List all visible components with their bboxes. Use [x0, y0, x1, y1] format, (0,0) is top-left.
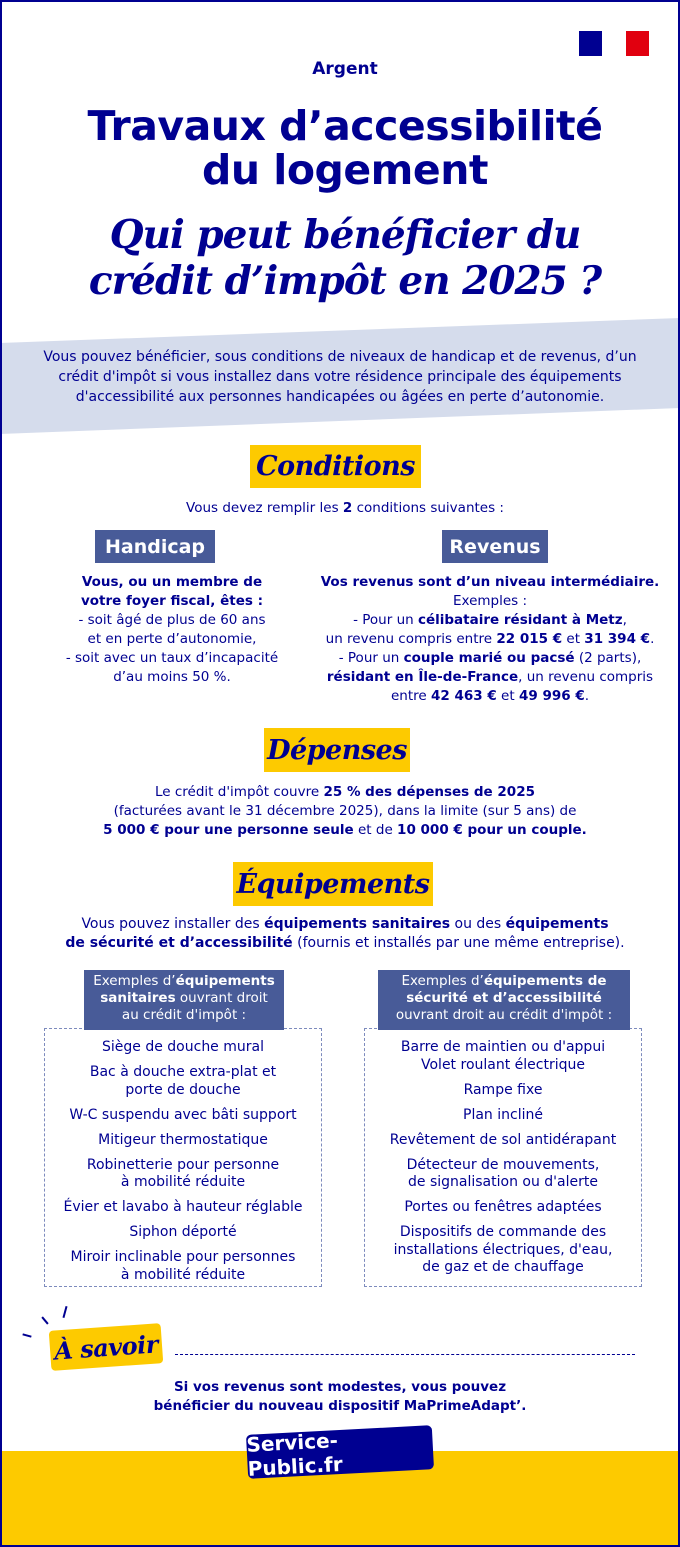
text-line — [0, 783, 680, 802]
title-line: Travaux d’accessibilité — [87, 102, 603, 150]
list-item: Miroir inclinable pour personnes à mobilité réduite — [70, 1249, 296, 1283]
a-savoir-heading: À savoir — [49, 1323, 164, 1371]
a-savoir-line: Si vos revenus sont modestes, vous pouvez — [173, 1379, 507, 1395]
list-item: Barre de maintien ou d'appui Volet roulant électrique — [400, 1039, 606, 1073]
marianne-flag-logo — [579, 31, 649, 56]
conditions-lead — [0, 499, 680, 518]
text-segment: votre foyer fiscal, êtes : — [80, 593, 263, 609]
text-line — [0, 802, 680, 821]
list-item: Bac à douche extra-plat et porte de douche — [89, 1064, 277, 1098]
list-item: Plan incliné — [463, 1106, 543, 1123]
text-segment: Vos revenus sont d’un niveau intermédiaire. — [320, 574, 660, 590]
text-segment: 5 000 € pour une personne seule — [103, 822, 354, 838]
text-line — [310, 649, 670, 668]
intro-line: d'accessibilité aux personnes handicapées ou âgées en perte d’autonomie. — [75, 389, 605, 405]
text-segment: Exemples d’ — [93, 973, 176, 989]
highlight-ray — [22, 1333, 31, 1337]
text-line — [84, 1007, 284, 1024]
text-line — [310, 611, 670, 630]
text-segment: équipements sanitaires — [264, 916, 451, 932]
text-segment: (fournis et installés par une même entreprise). — [292, 935, 625, 951]
text-line — [22, 630, 322, 649]
text-segment: et de — [353, 822, 398, 838]
handicap-label: Handicap — [95, 530, 215, 563]
text-line — [310, 668, 670, 687]
text-segment: un revenu compris entre — [325, 631, 497, 647]
equipements-text — [0, 915, 680, 953]
text-segment: 22 015 € — [496, 631, 563, 647]
text-segment: résidant en Île-de-France — [326, 669, 519, 685]
text-line — [22, 573, 322, 592]
text-line — [22, 611, 322, 630]
list-item: Évier et lavabo à hauteur réglable — [63, 1199, 303, 1215]
text-segment: - Pour un — [353, 612, 418, 628]
text-segment: 10 000 € pour un couple. — [397, 822, 587, 838]
text-segment: ouvrant droit au crédit d'impôt : — [395, 1007, 613, 1023]
text-line — [22, 649, 322, 668]
text-segment: 31 394 € — [584, 631, 651, 647]
list-item: Portes ou fenêtres adaptées — [404, 1199, 602, 1215]
text-segment: Exemples : — [452, 593, 528, 609]
conditions-heading: Conditions — [250, 445, 421, 488]
text-segment: - soit avec un taux d’incapacité — [65, 650, 279, 666]
text-segment: conditions suivantes : — [352, 500, 504, 516]
text-segment: Vous, ou un membre de — [81, 574, 263, 590]
text-line — [0, 915, 680, 934]
subtitle — [0, 212, 680, 304]
text-line — [22, 592, 322, 611]
text-segment: équipements — [505, 916, 609, 932]
a-savoir-text — [0, 1378, 680, 1416]
text-segment: (2 parts), — [574, 650, 642, 666]
text-line — [0, 821, 680, 840]
text-segment: d’au moins 50 %. — [113, 669, 231, 685]
equipements-heading: Équipements — [233, 862, 433, 906]
list-item: Siège de douche mural — [102, 1039, 264, 1055]
text-segment: de sécurité et d’accessibilité — [65, 935, 293, 951]
text-segment: ouvrant droit — [175, 990, 268, 1006]
text-line — [310, 630, 670, 649]
text-segment: . — [650, 631, 655, 647]
text-segment: 42 463 € — [431, 688, 497, 704]
text-line — [0, 934, 680, 953]
text-segment: au crédit d'impôt : — [121, 1007, 247, 1023]
revenus-label: Revenus — [442, 530, 548, 563]
handicap-text — [22, 573, 322, 687]
category-label: Argent — [312, 59, 378, 79]
text-segment: - soit âgé de plus de 60 ans — [78, 612, 266, 628]
text-line — [84, 973, 284, 990]
text-segment: et — [496, 688, 519, 704]
text-segment: Le crédit d'impôt couvre — [155, 784, 324, 800]
main-title — [0, 104, 680, 192]
list-item: Robinetterie pour personne à mobilité réduite — [86, 1156, 280, 1190]
text-line — [378, 1007, 630, 1024]
text-line — [22, 668, 322, 687]
text-line — [310, 687, 670, 706]
revenus-text — [310, 573, 670, 706]
intro-text — [0, 347, 680, 407]
securite-header — [378, 970, 630, 1030]
text-line — [84, 990, 284, 1007]
text-line — [378, 990, 630, 1007]
sanitaires-list — [48, 1039, 318, 1292]
text-segment: entre — [390, 688, 431, 704]
list-item: W-C suspendu avec bâti support — [69, 1106, 297, 1123]
sanitaires-header — [84, 970, 284, 1030]
highlight-ray — [41, 1316, 48, 1324]
securite-list — [368, 1039, 638, 1284]
text-segment: . — [584, 688, 590, 704]
text-segment: et en perte d’autonomie, — [87, 631, 257, 647]
list-item: Rampe fixe — [463, 1081, 543, 1098]
text-segment: couple marié ou pacsé — [403, 650, 575, 666]
text-line — [310, 573, 670, 592]
text-segment: , un revenu compris — [518, 669, 654, 685]
text-segment: , — [622, 612, 627, 628]
subtitle-line: crédit d’impôt en 2025 ? — [88, 258, 602, 304]
depenses-heading: Dépenses — [264, 728, 410, 772]
depenses-text — [0, 783, 680, 840]
divider — [175, 1354, 635, 1355]
text-segment: sécurité et d’accessibilité — [406, 990, 602, 1006]
text-segment: - Pour un — [338, 650, 404, 666]
text-segment: Vous pouvez installer des — [81, 916, 265, 932]
text-line — [378, 973, 630, 990]
text-segment: ou des — [450, 916, 506, 932]
a-savoir-line: bénéficier du nouveau dispositif MaPrimeAdapt’. — [153, 1398, 527, 1414]
title-line: du logement — [201, 146, 488, 194]
list-item: Mitigeur thermostatique — [98, 1131, 268, 1148]
subtitle-line: Qui peut bénéficier du — [109, 212, 581, 258]
text-segment: équipements de — [483, 973, 607, 989]
list-item: Dispositifs de commande des installations électriques, d'eau, de gaz et de chauffage — [393, 1224, 613, 1275]
text-segment: et — [562, 631, 585, 647]
intro-line: Vous pouvez bénéficier, sous conditions de niveaux de handicap et de revenus, d’un — [43, 349, 637, 365]
text-segment: Exemples d’ — [401, 973, 484, 989]
service-public-logo[interactable]: Service-Public.fr — [246, 1425, 434, 1479]
text-segment: 49 996 € — [518, 688, 585, 704]
list-item: Siphon déporté — [129, 1224, 237, 1240]
intro-line: crédit d'impôt si vous installez dans votre résidence principale des équipements — [58, 369, 622, 385]
highlight-ray — [62, 1306, 67, 1318]
text-segment: 2 — [342, 500, 353, 516]
text-segment: célibataire résidant à Metz — [417, 612, 623, 628]
list-item: Revêtement de sol antidérapant — [389, 1131, 617, 1148]
text-segment: (facturées avant le 31 décembre 2025), dans la limite (sur 5 ans) de — [113, 803, 577, 819]
text-line — [310, 592, 670, 611]
list-item: Détecteur de mouvements, de signalisation ou d'alerte — [406, 1156, 600, 1190]
text-segment: 25 % des dépenses de 2025 — [323, 784, 535, 800]
text-segment: équipements — [175, 973, 275, 989]
text-segment: sanitaires — [100, 990, 176, 1006]
text-segment: Vous devez remplir les — [186, 500, 343, 516]
